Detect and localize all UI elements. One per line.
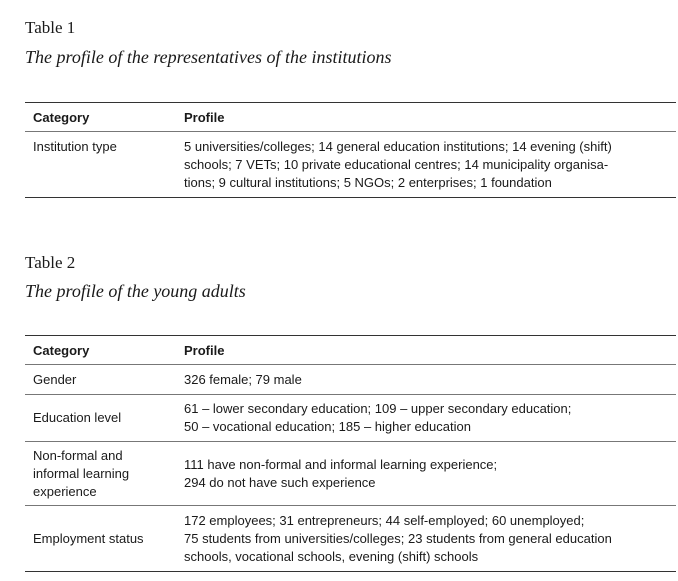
table-2-bottom-rule: [25, 571, 676, 572]
table-1-row-profile: [184, 138, 664, 192]
table-2-row-category: Gender: [33, 372, 77, 387]
table-2-row-category: Employment status: [33, 531, 144, 546]
table-2-row-profile: [184, 456, 664, 492]
table-2-header-rule: [25, 364, 676, 365]
table-2-label: Table 2: [25, 253, 76, 272]
profile-line: tions; 9 cultural institutions; 5 NGOs; 2 enterprises; 1 foundation: [184, 175, 552, 190]
category-line: Non-formal and: [33, 448, 123, 463]
table-1-bottom-rule: [25, 197, 676, 198]
profile-line: 5 universities/colleges; 14 general education institutions; 14 evening (shift): [184, 139, 612, 154]
table-2-row-rule: [25, 505, 676, 506]
category-line: informal learning: [33, 466, 130, 481]
table-1-top-rule: [25, 102, 676, 103]
profile-line: 75 students from universities/colleges; 23 students from general education: [184, 531, 612, 546]
profile-line: schools, vocational schools, evening (shift) schools: [184, 549, 479, 564]
table-2-header-category: Category: [33, 343, 90, 358]
table-2-row-category: Education level: [33, 410, 122, 425]
table-2-caption: The profile of the young adults: [25, 281, 246, 301]
profile-line: 111 have non-formal and informal learning experience;: [184, 457, 498, 472]
table-1-header-category: Category: [33, 110, 90, 125]
table-1-header-rule: [25, 131, 676, 132]
category-line: experience: [33, 484, 97, 499]
table-1-caption: The profile of the representatives of the institutions: [25, 47, 392, 67]
table-2-header-profile: Profile: [184, 343, 225, 358]
profile-line: 172 employees; 31 entrepreneurs; 44 self-employed; 60 unemployed;: [184, 513, 585, 528]
profile-line: 294 do not have such experience: [184, 475, 376, 490]
table-2-row-profile: [184, 512, 664, 566]
table-2-row-category: [33, 447, 129, 501]
table-2-row-rule: [25, 441, 676, 442]
table-2-row-rule: [25, 394, 676, 395]
table-2-row-profile: 326 female; 79 male: [184, 372, 302, 387]
profile-line: schools; 7 VETs; 10 private educational centres; 14 municipality organisa-: [184, 157, 609, 172]
profile-line: 50 – vocational education; 185 – higher education: [184, 419, 471, 434]
table-1-header-profile: Profile: [184, 110, 225, 125]
table-2-row-profile: [184, 400, 664, 436]
table-2-top-rule: [25, 335, 676, 336]
table-1-row-category: Institution type: [33, 139, 117, 154]
table-1-label: Table 1: [25, 18, 76, 37]
profile-line: 61 – lower secondary education; 109 – upper secondary education;: [184, 401, 572, 416]
